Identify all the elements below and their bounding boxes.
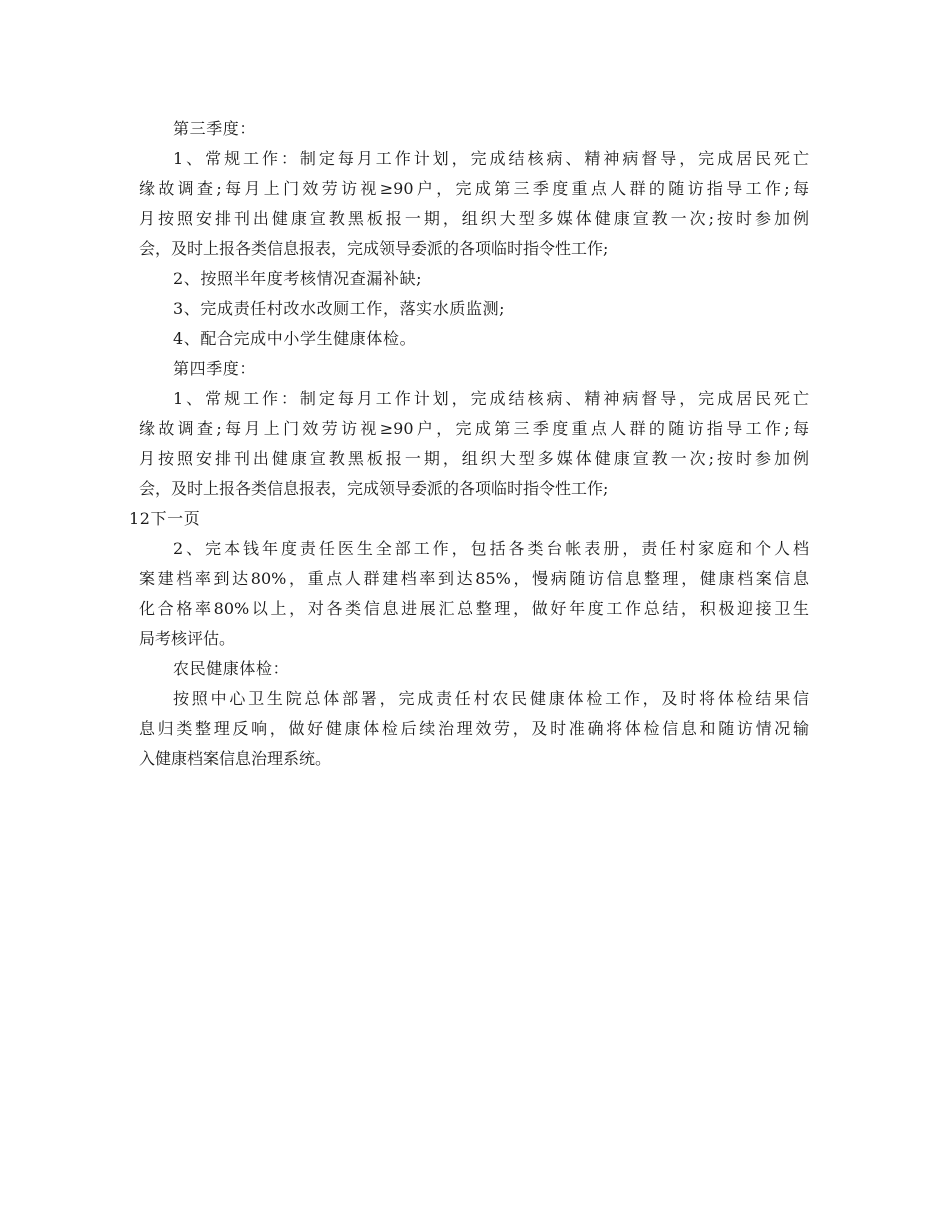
health-check-line-1: 按照中心卫生院总体部署，完成责任村农民健康体检工作，及时将体检结果信 xyxy=(173,689,809,708)
q4-item-1 xyxy=(139,384,809,504)
q3-item-1-line-2: 缘故调查;每月上门效劳访视≥90户，完成第三季度重点人群的随访指导工作;每 xyxy=(139,179,809,198)
q3-item-1-line-3: 月按照安排刊出健康宣教黑板报一期，组织大型多媒体健康宣教一次;按时参加例 xyxy=(139,209,809,228)
q3-heading: 第三季度： xyxy=(173,119,257,138)
q4-item-2-line-2: 案建档率到达80%，重点人群建档率到达85%，慢病随访信息整理，健康档案信息 xyxy=(139,569,809,588)
q3-item-4: 4、配合完成中小学生健康体检。 xyxy=(173,329,417,348)
health-check-line-3: 入健康档案信息治理系统。 xyxy=(139,749,332,768)
document-body xyxy=(129,114,809,774)
q3-item-3: 3、完成责任村改水改厕工作，落实水质监测; xyxy=(173,299,506,318)
q3-item-1-line-4: 会，及时上报各类信息报表，完成领导委派的各项临时指令性工作; xyxy=(139,239,609,258)
q4-item-2-line-1: 2、完本钱年度责任医生全部工作，包括各类台帐表册，责任村家庭和个人档 xyxy=(173,539,809,558)
q4-item-1-line-1: 1、常规工作：制定每月工作计划，完成结核病、精神病督导，完成居民死亡 xyxy=(173,389,809,408)
page-nav-link[interactable]: 12下一页 xyxy=(129,509,201,528)
q4-item-2-line-4: 局考核评估。 xyxy=(139,629,236,648)
q4-item-1-line-2: 缘故调查;每月上门效劳访视≥90户，完成第三季度重点人群的随访指导工作;每 xyxy=(139,419,809,438)
q3-item-2: 2、按照半年度考核情况查漏补缺; xyxy=(173,269,423,288)
q4-item-1-line-4: 会，及时上报各类信息报表，完成领导委派的各项临时指令性工作; xyxy=(139,479,609,498)
q4-item-2 xyxy=(139,534,809,654)
q3-item-1-line-1: 1、常规工作：制定每月工作计划，完成结核病、精神病督导，完成居民死亡 xyxy=(173,149,809,168)
q4-heading: 第四季度： xyxy=(173,359,257,378)
q4-item-1-line-3: 月按照安排刊出健康宣教黑板报一期，组织大型多媒体健康宣教一次;按时参加例 xyxy=(139,449,809,468)
health-check-heading: 农民健康体检： xyxy=(173,659,290,678)
health-check-line-2: 息归类整理反响，做好健康体检后续治理效劳，及时准确将体检信息和随访情况输 xyxy=(139,719,809,738)
q3-item-1 xyxy=(139,144,809,264)
health-check-body xyxy=(139,684,809,774)
q4-item-2-line-3: 化合格率80%以上，对各类信息进展汇总整理，做好年度工作总结，积极迎接卫生 xyxy=(139,599,809,618)
